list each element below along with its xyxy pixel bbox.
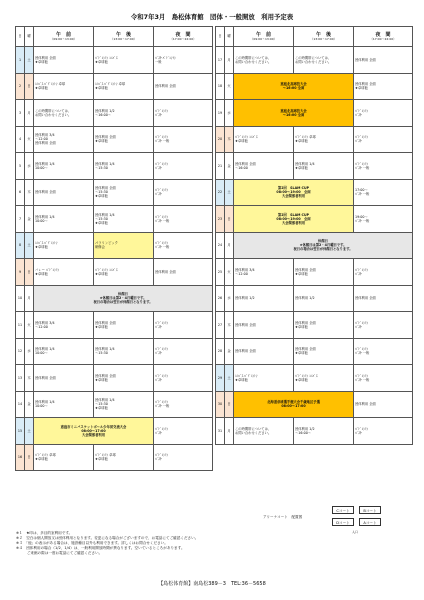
- afternoon-slot: 団体利用 全面 ★卓球他: [294, 312, 354, 339]
- day-number: 26: [216, 285, 225, 312]
- morning-slot: 団体利用 全面: [34, 365, 94, 392]
- afternoon-slot: 団体利用 全面 ★卓球他: [94, 365, 154, 392]
- day-row: [16, 206, 213, 233]
- afternoon-slot: ﾊﾞﾄﾞﾐﾝﾄﾝ ﾐﾆﾊﾞｽ ★卓球他: [94, 259, 154, 286]
- event-block: 恵庭北高球技大会 ～16:00 全面: [234, 73, 354, 100]
- day-number: 31: [216, 418, 225, 445]
- night-slot: ﾊﾞﾄﾞﾐﾝﾄﾝ ﾊﾞｽｹ 一般: [354, 153, 413, 180]
- header-pm: 午 後 （13:00～17:00）: [294, 27, 354, 47]
- morning-slot: この時間帯については、 お問い合わせください。: [234, 418, 294, 445]
- note-1: ※１ ★印は、多目的室利用です。: [16, 531, 73, 535]
- event-block: 第2回 SLAM CUP 08:00～19:00 全面 大会関係者利用: [234, 179, 354, 206]
- day-of-week: 月: [225, 47, 234, 74]
- day-number: 11: [16, 312, 25, 339]
- night-slot: ﾊﾞﾄﾞﾐﾝﾄﾝ ﾊﾞｽｹ 一般: [354, 365, 413, 392]
- afternoon-slot: 団体利用 1/4 ～15:30 ★卓球他: [94, 206, 154, 233]
- day-row: [16, 338, 213, 365]
- night-slot: ﾊﾞﾄﾞﾐﾝﾄﾝ ﾊﾞｽｹ: [154, 338, 213, 365]
- night-slot: ﾊﾞﾄﾞﾐﾝﾄﾝ ﾊﾞｽｹ: [354, 100, 413, 127]
- afternoon-slot: 団体利用 1/2 ～16:00～: [294, 418, 354, 445]
- morning-slot: 団体利用 全面: [34, 179, 94, 206]
- afternoon-slot: 団体利用 1/4 ～15:30: [94, 153, 154, 180]
- court-c: Cコート: [332, 506, 354, 514]
- night-slot: 団体利用 全面: [154, 259, 213, 286]
- afternoon-slot: パラリンピック 研修会: [94, 232, 154, 259]
- day-row: [16, 73, 213, 100]
- day-of-week: 月: [225, 232, 234, 259]
- morning-slot: ﾐﾆﾊﾞｽ ﾊﾞﾄﾞﾐﾝﾄﾝ ★卓球他: [234, 365, 294, 392]
- header-am: 午 前 （09:00～13:00）: [234, 27, 294, 47]
- morning-slot: この時間帯については、 お問い合わせください。: [234, 47, 294, 74]
- table-header-row: [16, 27, 213, 47]
- schedule-table-first-half: [15, 26, 213, 471]
- day-number: 18: [216, 73, 225, 100]
- day-number: 15: [16, 418, 25, 445]
- day-number: 4: [16, 126, 25, 153]
- day-of-week: 土: [25, 232, 34, 259]
- header-week: 曜: [225, 27, 234, 47]
- afternoon-slot: 団体利用 1/2 ～16:00～: [94, 100, 154, 127]
- day-row: [16, 365, 213, 392]
- night-slot: 団体利用 全面 ★卓球他: [354, 73, 413, 100]
- morning-slot: 団体利用 全面 ～16:00: [234, 153, 294, 180]
- event-block: 第2回 SLAM CUP 08:00～19:00 全面 大会関係者利用: [234, 206, 354, 233]
- day-number: 17: [216, 47, 225, 74]
- day-number: 12: [16, 338, 25, 365]
- day-number: 3: [16, 100, 25, 127]
- morning-slot: 団体利用 全面: [234, 312, 294, 339]
- page-title: 令和7年3月 島松体育館 団体・一般開放 利用予定表: [130, 13, 294, 21]
- court-b: Bコート: [359, 506, 381, 514]
- afternoon-slot: 団体利用 1/4 ～15:30: [94, 338, 154, 365]
- day-number: 20: [216, 126, 225, 153]
- schedule-table-second-half: [215, 26, 413, 445]
- day-of-week: 金: [25, 391, 34, 418]
- note-5: ご来館の際は一度お電話にてご確認ください。: [16, 551, 103, 556]
- day-number: 24: [216, 232, 225, 259]
- court-a: Aコート: [359, 518, 381, 526]
- day-of-week: 木: [25, 179, 34, 206]
- day-row: [216, 206, 413, 233]
- day-number: 16: [16, 444, 25, 471]
- day-of-week: 土: [25, 47, 34, 74]
- night-slot: ﾊﾞﾄﾞﾐﾝﾄﾝ ﾊﾞｽｹ: [154, 365, 213, 392]
- table-header-row: [216, 27, 413, 47]
- day-number: 6: [16, 179, 25, 206]
- day-row: [16, 126, 213, 153]
- day-row: [16, 418, 213, 445]
- afternoon-slot: ﾊﾞﾄﾞﾐﾝﾄﾝ ﾐﾆﾊﾞｽ ★卓球他: [294, 365, 354, 392]
- day-row: [216, 365, 413, 392]
- night-slot: ﾊﾞﾄﾞﾐﾝﾄﾝ ﾊﾞｽｹ 一般: [154, 126, 213, 153]
- header-pm: 午 後 （13:00～17:00）: [94, 27, 154, 47]
- closed-day-notice: 休館日 ★休館日は第2・4月曜日です。 祝日の場合は翌日が休館日となります。: [34, 285, 213, 312]
- afternoon-slot: ﾊﾞﾄﾞﾐﾝﾄﾝ 卓球 ★卓球他: [94, 444, 154, 471]
- day-number: 13: [16, 365, 25, 392]
- day-of-week: 日: [225, 206, 234, 233]
- day-row: [216, 259, 413, 286]
- day-number: 14: [16, 391, 25, 418]
- day-of-week: 金: [225, 153, 234, 180]
- day-of-week: 日: [225, 391, 234, 418]
- day-of-week: 木: [225, 126, 234, 153]
- afternoon-slot: ﾐﾆﾊﾞｽ ﾊﾞﾄﾞﾐﾝﾄﾝ 卓球 ★卓球他: [94, 73, 154, 100]
- day-of-week: 金: [225, 338, 234, 365]
- day-number: 2: [16, 73, 25, 100]
- afternoon-slot: 団体利用 1/4 ★卓球他: [294, 153, 354, 180]
- night-slot: ﾊﾞﾄﾞﾐﾝﾄﾝ ﾊﾞｽｹ: [154, 179, 213, 206]
- day-of-week: 火: [25, 126, 34, 153]
- court-d: Dコート: [332, 518, 354, 526]
- night-slot: ﾊﾞﾄﾞﾐﾝﾄﾝ ﾊﾞｽｹ 一般: [154, 232, 213, 259]
- afternoon-slot: 団体利用 全面 ★卓球他: [94, 312, 154, 339]
- day-number: 27: [216, 312, 225, 339]
- day-row: [16, 179, 213, 206]
- header-day: 日: [16, 27, 25, 47]
- note-4: ※４ 団体利用の場合（1/2、1/4）は、一般利用開放時間が異なります。空いているところがあります。: [16, 546, 185, 551]
- day-number: 30: [216, 391, 225, 418]
- afternoon-slot: 団体利用 全面 ★卓球他: [94, 126, 154, 153]
- night-slot: 17:00～ ﾊﾞｽｹ 一般: [354, 179, 413, 206]
- night-slot: ﾊﾞﾄﾞﾐﾝﾄﾝ ﾊﾞｽｹ: [154, 418, 213, 445]
- day-of-week: 日: [25, 259, 34, 286]
- night-slot: ﾊﾞﾄﾞﾐﾝﾄﾝ ﾊﾞｽｹ: [354, 126, 413, 153]
- afternoon-slot: 団体利用 1/2: [294, 285, 354, 312]
- day-row: [216, 232, 413, 259]
- event-block: 恵庭北高球技大会 ～16:00 全面: [234, 100, 354, 127]
- header-week: 曜: [25, 27, 34, 47]
- day-row: [216, 179, 413, 206]
- day-row: [16, 232, 213, 259]
- night-slot: ﾊﾞﾄﾞﾐﾝﾄﾝ ﾊﾞｽｹ: [154, 153, 213, 180]
- day-number: 9: [16, 259, 25, 286]
- note-3: ※３ 「他」の表示がある場合は、施設種目以外も利用できます。詳しくはお問合せください。: [16, 541, 168, 546]
- morning-slot: 団体利用 1/4 10:00～: [34, 153, 94, 180]
- day-row: [216, 153, 413, 180]
- day-row: [16, 47, 213, 74]
- morning-slot: 団体利用 全面: [234, 338, 294, 365]
- afternoon-slot: 団体利用 全面 ～15:30 ★卓球他: [94, 179, 154, 206]
- night-slot: ﾊﾞﾄﾞﾐﾝﾄﾝ ﾊﾞｽｹ: [154, 100, 213, 127]
- header-am: 午 前 （09:00～13:00）: [34, 27, 94, 47]
- morning-slot: 団体利用 1/4 10:00～: [34, 391, 94, 418]
- night-slot: 団体利用 全面: [354, 285, 413, 312]
- day-row: [216, 418, 413, 445]
- court-layout-diagram: [332, 506, 386, 530]
- night-slot: 団体利用 全面: [354, 47, 413, 74]
- morning-slot: 団体利用 1/2: [234, 285, 294, 312]
- night-slot: ﾊﾞﾄﾞﾐﾝﾄﾝ ﾊﾞｽｹ 一般: [154, 391, 213, 418]
- day-of-week: 火: [225, 259, 234, 286]
- day-row: [16, 285, 213, 312]
- day-of-week: 火: [225, 73, 234, 100]
- morning-slot: 団体利用 1/4 10:00～: [34, 206, 94, 233]
- notes-section: [16, 531, 410, 556]
- day-row: [16, 312, 213, 339]
- night-slot: 19:00～ ﾊﾞｽｹ 一般: [354, 206, 413, 233]
- day-row: [16, 391, 213, 418]
- night-slot: ﾊﾞﾄﾞﾐﾝﾄﾝ ﾊﾞｽｹ: [354, 312, 413, 339]
- day-number: 22: [216, 179, 225, 206]
- day-of-week: 木: [225, 312, 234, 339]
- facility-footer: 【島松体育館】南島松389－3 TEL:36－5658: [158, 581, 266, 587]
- day-number: 7: [16, 206, 25, 233]
- night-slot: ﾊﾞｽｹ ﾊﾞﾄﾞﾐﾝﾄﾝ 一般: [154, 47, 213, 74]
- day-row: [216, 100, 413, 127]
- day-row: [216, 126, 413, 153]
- night-slot: 団体利用 全面: [154, 73, 213, 100]
- day-of-week: 金: [25, 206, 34, 233]
- morning-slot: ﾊﾞﾄﾞﾐﾝﾄﾝ ﾐﾆﾊﾞｽ ★卓球他: [234, 126, 294, 153]
- header-night: 夜 間 （17:00～22:00）: [154, 27, 213, 47]
- day-row: [216, 391, 413, 418]
- afternoon-slot: ﾊﾞﾄﾞﾐﾝﾄﾝ 卓球 ★卓球他: [294, 126, 354, 153]
- day-of-week: 火: [25, 312, 34, 339]
- day-number: 25: [216, 259, 225, 286]
- day-of-week: 木: [25, 365, 34, 392]
- court-layout-label: アリーナコート 配置図: [263, 515, 303, 519]
- morning-slot: 団体利用 3/4 ～12:00: [34, 312, 94, 339]
- afternoon-slot: 団体利用 全面 ★卓球他: [294, 338, 354, 365]
- day-row: [16, 100, 213, 127]
- morning-slot: ﾐﾆﾊﾞｽ ﾊﾞﾄﾞﾐﾝﾄﾝ 卓球 ★卓球他: [34, 73, 94, 100]
- day-of-week: 水: [25, 338, 34, 365]
- day-number: 29: [216, 365, 225, 392]
- day-number: 21: [216, 153, 225, 180]
- morning-slot: 団体利用 1/4 10:00～: [34, 338, 94, 365]
- morning-slot: バレー ﾊﾞﾄﾞﾐﾝﾄﾝ ★卓球他: [34, 259, 94, 286]
- day-of-week: 月: [25, 100, 34, 127]
- day-number: 8: [16, 232, 25, 259]
- night-slot: ﾊﾞﾄﾞﾐﾝﾄﾝ ﾊﾞｽｹ 一般: [354, 338, 413, 365]
- night-slot: 団体利用 全面: [354, 391, 413, 418]
- day-row: [16, 444, 213, 471]
- day-row: [216, 73, 413, 100]
- day-number: 5: [16, 153, 25, 180]
- day-of-week: 水: [25, 153, 34, 180]
- morning-slot: 団体利用 全面 ★卓球他: [34, 47, 94, 74]
- day-row: [216, 47, 413, 74]
- day-row: [16, 153, 213, 180]
- day-of-week: 水: [225, 285, 234, 312]
- note-2: ※２ 空白は個人開放又は団体利用となります。変更になる場合がございますので、お電話にてご確認ください。: [16, 536, 199, 541]
- header-night: 夜 間 （17:00～22:00）: [354, 27, 413, 47]
- morning-slot: ﾊﾞﾄﾞﾐﾝﾄﾝ 卓球 ★卓球他: [34, 444, 94, 471]
- afternoon-slot: 団体利用 1/4 ～15:30 ★卓球他: [94, 391, 154, 418]
- day-number: 1: [16, 47, 25, 74]
- day-of-week: 土: [25, 418, 34, 445]
- event-block: 北海道卓球選手権大会千歳地区予選 08:00～17:00: [234, 391, 354, 418]
- event-block: 恵庭市ミニバスケットボール少年団交流大会 08:00～17:00 大会関係者利用: [34, 418, 154, 445]
- night-slot: ﾊﾞﾄﾞﾐﾝﾄﾝ ﾊﾞｽｹ: [354, 418, 413, 445]
- day-of-week: 水: [225, 100, 234, 127]
- day-number: 10: [16, 285, 25, 312]
- morning-slot: この時間帯については、 お問い合わせください。: [34, 100, 94, 127]
- day-of-week: 土: [225, 365, 234, 392]
- afternoon-slot: ﾊﾞﾄﾞﾐﾝﾄﾝ ﾐﾆﾊﾞｽ ★卓球他: [94, 47, 154, 74]
- closed-day-notice: 休館日 ★休館日は第2・4月曜日です。 祝日の場合は翌日が休館日となります。: [234, 232, 413, 259]
- day-of-week: 日: [25, 73, 34, 100]
- day-row: [216, 285, 413, 312]
- morning-slot: 団体利用 3/4 ～12:00 団体利用 全面: [34, 126, 94, 153]
- night-slot: ﾊﾞﾄﾞﾐﾝﾄﾝ ﾊﾞｽｹ: [154, 444, 213, 471]
- day-row: [216, 338, 413, 365]
- morning-slot: 団体利用 3/4 ～12:00: [234, 259, 294, 286]
- night-slot: ﾊﾞﾄﾞﾐﾝﾄﾝ ﾊﾞｽｹ 一般: [154, 206, 213, 233]
- day-row: [216, 312, 413, 339]
- day-number: 23: [216, 206, 225, 233]
- day-number: 19: [216, 100, 225, 127]
- morning-slot: ﾐﾆﾊﾞｽ ﾊﾞﾄﾞﾐﾝﾄﾝ ★卓球他: [34, 232, 94, 259]
- day-of-week: 土: [225, 179, 234, 206]
- day-of-week: 月: [225, 418, 234, 445]
- afternoon-slot: 団体利用 全面 ★卓球他: [294, 259, 354, 286]
- night-slot: ﾊﾞﾄﾞﾐﾝﾄﾝ ﾊﾞｽｹ: [354, 259, 413, 286]
- day-of-week: 月: [25, 285, 34, 312]
- day-of-week: 日: [25, 444, 34, 471]
- night-slot: ﾊﾞﾄﾞﾐﾝﾄﾝ ﾊﾞｽｹ: [154, 312, 213, 339]
- afternoon-slot: この時間帯については、 お問い合わせください。: [294, 47, 354, 74]
- day-row: [16, 259, 213, 286]
- day-number: 28: [216, 338, 225, 365]
- header-day: 日: [216, 27, 225, 47]
- entrance-label: 入口: [352, 530, 359, 534]
